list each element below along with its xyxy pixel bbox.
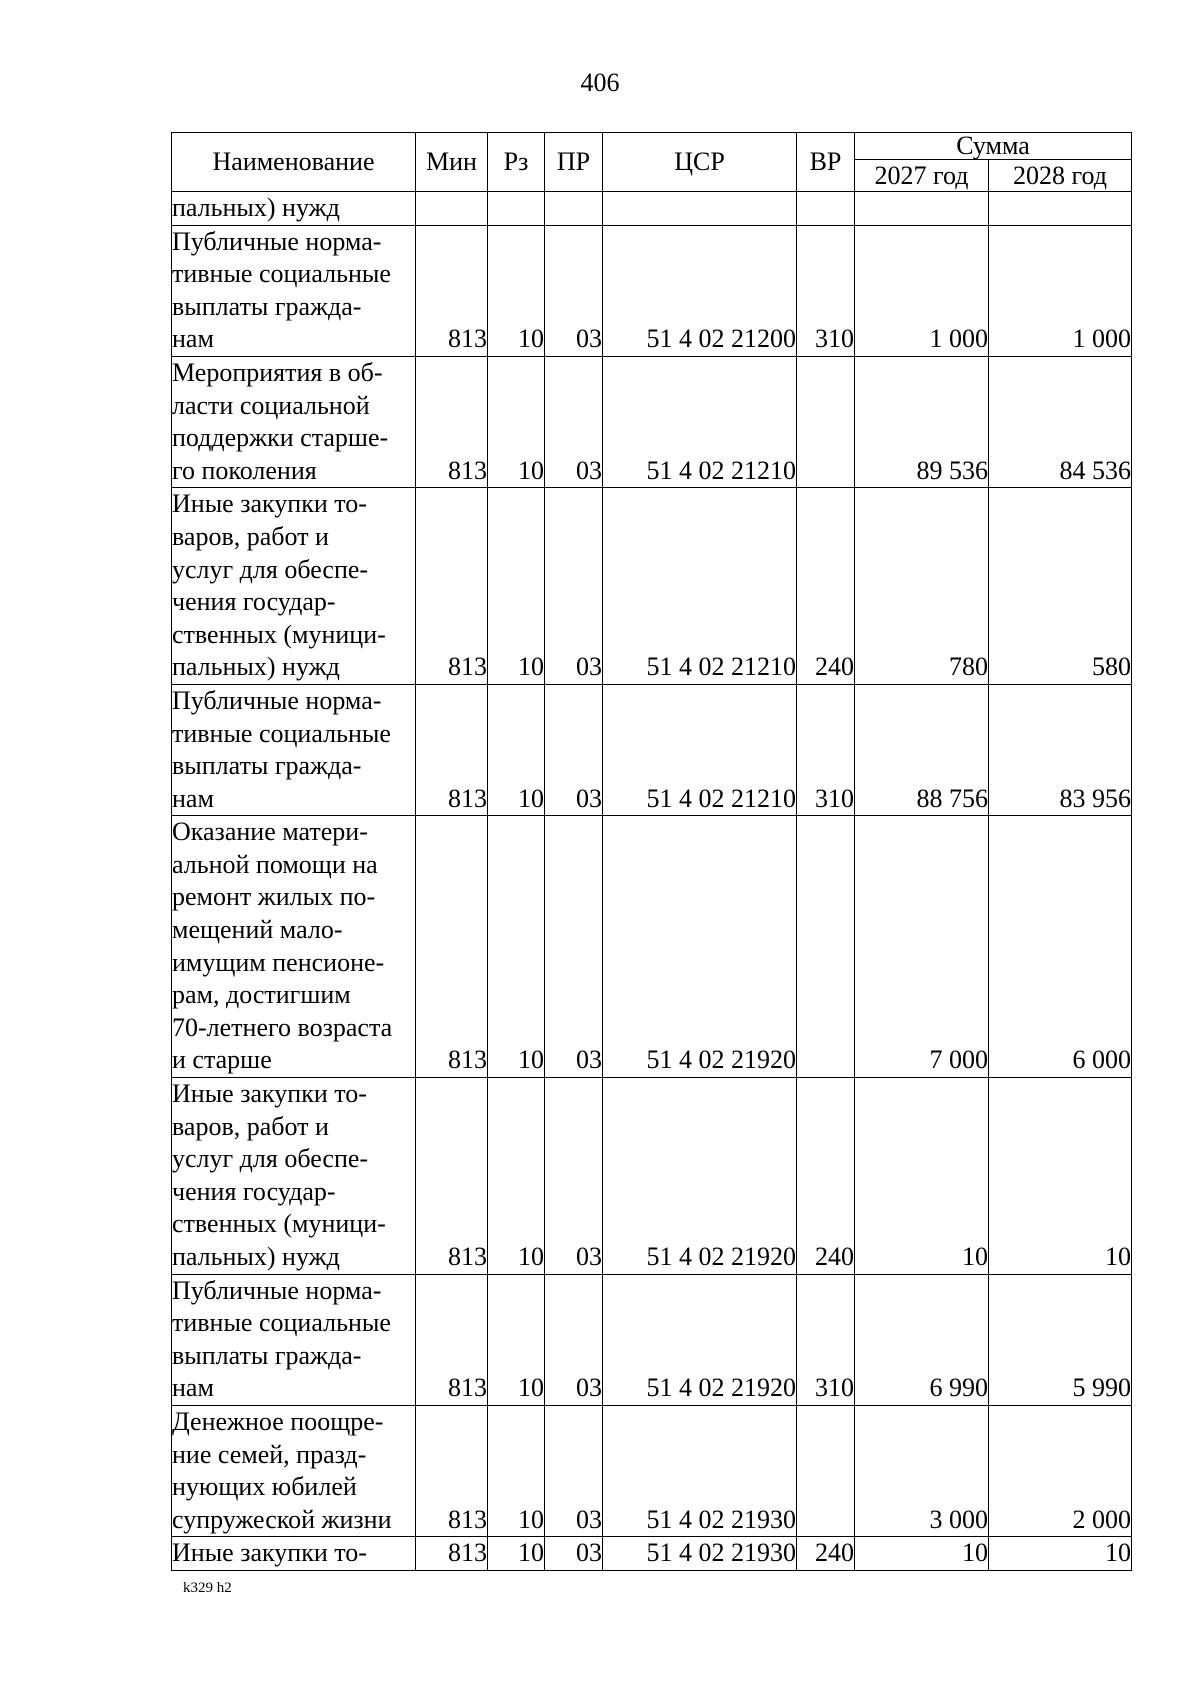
row-sum-2027: 1 000: [855, 225, 989, 356]
row-name-line: Иные закупки то-: [172, 1538, 367, 1568]
row-csr: 51 4 02 21200: [603, 225, 797, 356]
row-sum-2028: 6 000: [989, 816, 1132, 1078]
row-rz: 10: [488, 356, 545, 487]
header-year-2027: 2027 год: [855, 160, 989, 192]
row-min: 813: [416, 225, 488, 356]
row-name: [172, 1078, 416, 1275]
row-vr: [797, 356, 855, 487]
table-header: [172, 133, 1132, 192]
row-name-line: Денежное поощре-: [172, 1406, 384, 1436]
table-row: [172, 1537, 1132, 1571]
row-vr: 310: [797, 225, 855, 356]
row-rz: [488, 192, 545, 226]
row-sum-2028: 10: [989, 1537, 1132, 1571]
row-sum-2027: 780: [855, 488, 989, 685]
row-name-line: нам: [172, 783, 214, 813]
row-pr: [545, 192, 603, 226]
row-vr: 240: [797, 1078, 855, 1275]
row-name-line: чения государ-: [172, 587, 336, 617]
row-name-line: Публичные норма-: [172, 685, 382, 715]
row-name-line: го поколения: [172, 455, 317, 485]
row-csr: 51 4 02 21210: [603, 488, 797, 685]
row-rz: 10: [488, 684, 545, 815]
row-name: [172, 356, 416, 487]
row-name: [172, 816, 416, 1078]
row-vr: 310: [797, 1274, 855, 1405]
header-min: Мин: [416, 133, 488, 192]
row-min: 813: [416, 1537, 488, 1571]
row-name-line: рам, достигшим: [172, 980, 351, 1010]
header-year-2028: 2028 год: [989, 160, 1132, 192]
row-name-line: пальных) нужд: [172, 1242, 340, 1271]
footer-code: k329 h2: [183, 1580, 232, 1596]
row-rz: 10: [488, 1405, 545, 1536]
row-name-line: чения государ-: [172, 1176, 336, 1206]
row-sum-2028: 2 000: [989, 1405, 1132, 1536]
row-sum-2028: 1 000: [989, 225, 1132, 356]
row-name-line: Публичные норма-: [172, 1275, 382, 1305]
row-name-line: выплаты гражда-: [172, 291, 362, 321]
row-name-line: пальных) нужд: [172, 193, 340, 222]
row-pr: 03: [545, 225, 603, 356]
row-pr: 03: [545, 684, 603, 815]
page-number: 406: [580, 68, 620, 97]
row-sum-2028: 84 536: [989, 356, 1132, 487]
row-name-line: пальных) нужд: [172, 652, 340, 682]
budget-table: [171, 132, 1132, 1571]
row-name-line: варов, работ и: [172, 1111, 329, 1141]
row-csr: 51 4 02 21210: [603, 356, 797, 487]
header-rz: Рз: [488, 133, 545, 192]
row-min: 813: [416, 684, 488, 815]
row-vr: 240: [797, 488, 855, 685]
row-name-line: Оказание матери-: [172, 817, 368, 847]
table-row: [172, 816, 1132, 1078]
row-name: [172, 684, 416, 815]
header-pr: ПР: [545, 133, 603, 192]
header-sum: Сумма: [855, 133, 1132, 160]
row-pr: 03: [545, 1274, 603, 1405]
row-name-line: нам: [172, 324, 214, 354]
row-name: [172, 1537, 416, 1571]
row-name: [172, 225, 416, 356]
row-rz: 10: [488, 1537, 545, 1571]
table-row: [172, 356, 1132, 487]
row-rz: 10: [488, 816, 545, 1078]
row-name: [172, 1405, 416, 1536]
row-pr: 03: [545, 1078, 603, 1275]
row-name: [172, 1274, 416, 1405]
row-csr: 51 4 02 21930: [603, 1405, 797, 1536]
row-sum-2028: 580: [989, 488, 1132, 685]
row-name-line: Публичные норма-: [172, 226, 382, 256]
row-name-line: тивные социальные: [172, 259, 391, 289]
row-name-line: выплаты гражда-: [172, 751, 362, 781]
row-sum-2027: 3 000: [855, 1405, 989, 1536]
row-name-line: нам: [172, 1373, 214, 1403]
row-name: [172, 192, 416, 226]
row-name-line: нующих юбилей: [172, 1472, 357, 1502]
row-sum-2027: 10: [855, 1078, 989, 1275]
row-name-line: ственных (муници-: [172, 1209, 386, 1239]
row-name-line: мещений мало-: [172, 915, 343, 945]
row-min: 813: [416, 1274, 488, 1405]
row-rz: 10: [488, 1274, 545, 1405]
row-name-line: альной помощи на: [172, 849, 378, 879]
row-sum-2027: 7 000: [855, 816, 989, 1078]
row-sum-2027: [855, 192, 989, 226]
row-name-line: тивные социальные: [172, 718, 391, 748]
row-vr: [797, 816, 855, 1078]
table-row: [172, 1078, 1132, 1275]
header-csr: ЦСР: [603, 133, 797, 192]
row-name-line: ремонт жилых по-: [172, 882, 376, 912]
row-name-line: тивные социальные: [172, 1308, 391, 1338]
row-min: 813: [416, 1405, 488, 1536]
row-sum-2028: [989, 192, 1132, 226]
row-min: 813: [416, 488, 488, 685]
row-pr: 03: [545, 356, 603, 487]
table-body: [172, 192, 1132, 1571]
table-row: [172, 192, 1132, 226]
row-min: 813: [416, 816, 488, 1078]
row-name-line: ласти социальной: [172, 390, 370, 420]
row-min: 813: [416, 356, 488, 487]
row-csr: 51 4 02 21930: [603, 1537, 797, 1571]
header-vr: ВР: [797, 133, 855, 192]
row-sum-2027: 10: [855, 1537, 989, 1571]
row-rz: 10: [488, 225, 545, 356]
row-sum-2027: 6 990: [855, 1274, 989, 1405]
row-vr: [797, 192, 855, 226]
row-pr: 03: [545, 1405, 603, 1536]
row-sum-2028: 83 956: [989, 684, 1132, 815]
table-row: [172, 225, 1132, 356]
row-pr: 03: [545, 488, 603, 685]
row-name-line: выплаты гражда-: [172, 1340, 362, 1370]
row-name-line: варов, работ и: [172, 521, 329, 551]
row-name-line: Иные закупки то-: [172, 489, 367, 519]
row-name-line: Мероприятия в об-: [172, 357, 383, 387]
row-sum-2028: 5 990: [989, 1274, 1132, 1405]
row-name-line: 70-летнего возраста: [172, 1012, 393, 1042]
row-min: 813: [416, 1078, 488, 1275]
row-name-line: поддержки старше-: [172, 423, 389, 453]
row-name-line: ственных (муници-: [172, 619, 386, 649]
table-row: [172, 488, 1132, 685]
row-name-line: имущим пенсионе-: [172, 947, 385, 977]
row-min: [416, 192, 488, 226]
row-vr: [797, 1405, 855, 1536]
row-csr: [603, 192, 797, 226]
row-csr: 51 4 02 21920: [603, 816, 797, 1078]
row-name-line: ние семей, празд-: [172, 1439, 367, 1469]
table-row: [172, 684, 1132, 815]
row-csr: 51 4 02 21920: [603, 1078, 797, 1275]
row-rz: 10: [488, 1078, 545, 1275]
row-vr: 240: [797, 1537, 855, 1571]
row-name-line: и старше: [172, 1045, 272, 1075]
row-name: [172, 488, 416, 685]
row-sum-2028: 10: [989, 1078, 1132, 1275]
table-row: [172, 1274, 1132, 1405]
header-name: Наименование: [172, 133, 416, 192]
row-pr: 03: [545, 1537, 603, 1571]
row-name-line: услуг для обеспе-: [172, 554, 369, 584]
row-name-line: Иные закупки то-: [172, 1079, 367, 1109]
row-vr: 310: [797, 684, 855, 815]
row-csr: 51 4 02 21920: [603, 1274, 797, 1405]
table-row: [172, 1405, 1132, 1536]
row-rz: 10: [488, 488, 545, 685]
row-name-line: услуг для обеспе-: [172, 1144, 369, 1174]
row-csr: 51 4 02 21210: [603, 684, 797, 815]
row-sum-2027: 88 756: [855, 684, 989, 815]
row-sum-2027: 89 536: [855, 356, 989, 487]
row-name-line: супружеской жизни: [172, 1504, 392, 1534]
row-pr: 03: [545, 816, 603, 1078]
